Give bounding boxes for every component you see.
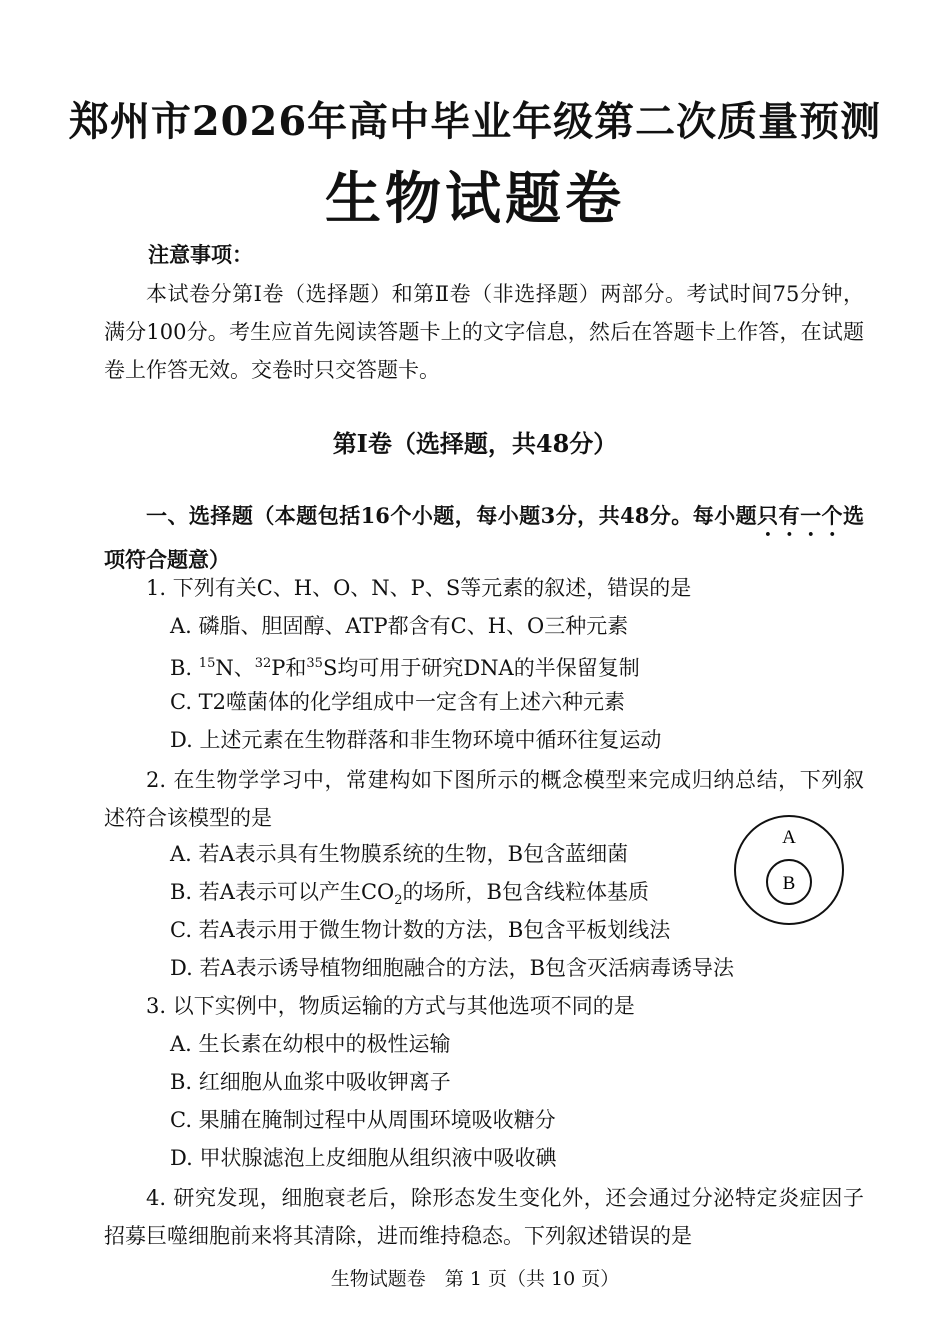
label-a: A [782,827,796,848]
q1-b-sup1: 15 [198,656,216,671]
section-title: 第Ⅰ卷（选择题，共48分） [332,429,618,458]
q1-b-sup3: 35 [306,656,323,671]
q1-option-b [170,649,640,683]
part-heading [104,497,864,579]
part-heading-post: 选项符合题意） [104,503,865,572]
q1-option-a: A. 磷脂、胆固醇、ATP都含有C、H、O三种元素 [170,614,629,638]
q2-option-c: C. 若A表示用于微生物计数的方法，B包含平板划线法 [170,918,671,942]
exam-subtitle: 生物试题卷 [325,166,625,232]
q2-b-sub: 2 [394,893,403,909]
part-heading-emphasis: 只有一个 [757,503,844,528]
q3-stem: 3. 以下实例中，物质运输的方式与其他选项不同的是 [146,994,635,1018]
q1-stem: 1. 下列有关C、H、O、N、P、S等元素的叙述，错误的是 [146,576,692,600]
q2-stem: 2. 在生物学学习中，常建构如下图所示的概念模型来完成归纳总结，下列叙述符合该模型的是 [104,768,864,830]
q1-b-t3: S均可用于研究DNA的半保留复制 [322,656,640,680]
page-footer: 生物试题卷 第 1 页（共 10 页） [330,1268,620,1290]
q2-b-t2: 的场所，B包含线粒体基质 [402,880,649,904]
q4-stem: 4. 研究发现，细胞衰老后，除形态发生变化外，还会通过分泌特定炎症因子招募巨噬细胞前来将其清除，进而维持稳态。下列叙述错误的是 [104,1186,864,1248]
q3-option-c: C. 果脯在腌制过程中从周围环境吸收糖分 [170,1108,556,1132]
q1-b-sup2: 32 [254,656,272,671]
q3-option-b: B. 红细胞从血浆中吸收钾离子 [170,1070,451,1094]
q1-option-d: D. 上述元素在生物群落和非生物环境中循环往复运动 [170,728,662,752]
notice-heading: 注意事项： [148,242,253,267]
q3-option-a: A. 生长素在幼根中的极性运输 [170,1032,451,1056]
part-heading-pre: 一、选择题（本题包括16个小题，每小题3分，共48分。每小题 [146,503,758,528]
exam-title: 郑州市2026年高中毕业年级第二次质量预测 [68,98,882,145]
q1-b-t2: P和 [271,656,307,680]
q2-b-t1: B. 若A表示可以产生CO [170,880,395,904]
q2-option-a: A. 若A表示具有生物膜系统的生物，B包含蓝细菌 [170,842,629,866]
q1-b-t1: N、 [215,656,255,680]
concept-model-diagram [733,814,845,926]
q2-option-d: D. 若A表示诱导植物细胞融合的方法，B包含灭活病毒诱导法 [170,956,735,980]
label-b: B [782,873,796,894]
q3-option-d: D. 甲状腺滤泡上皮细胞从组织液中吸收碘 [170,1146,557,1170]
notice-body: 本试卷分第Ⅰ卷（选择题）和第Ⅱ卷（非选择题）两部分。考试时间75分钟，满分100分。考生应首先阅读答题卡上的文字信息，然后在答题卡上作答，在试题卷上作答无效。交卷时只交答题卡。 [104,282,864,382]
q2-option-b [170,877,649,916]
q1-option-c: C. T2噬菌体的化学组成中一定含有上述六种元素 [170,690,626,714]
q1-b-prefix: B. [170,656,199,680]
